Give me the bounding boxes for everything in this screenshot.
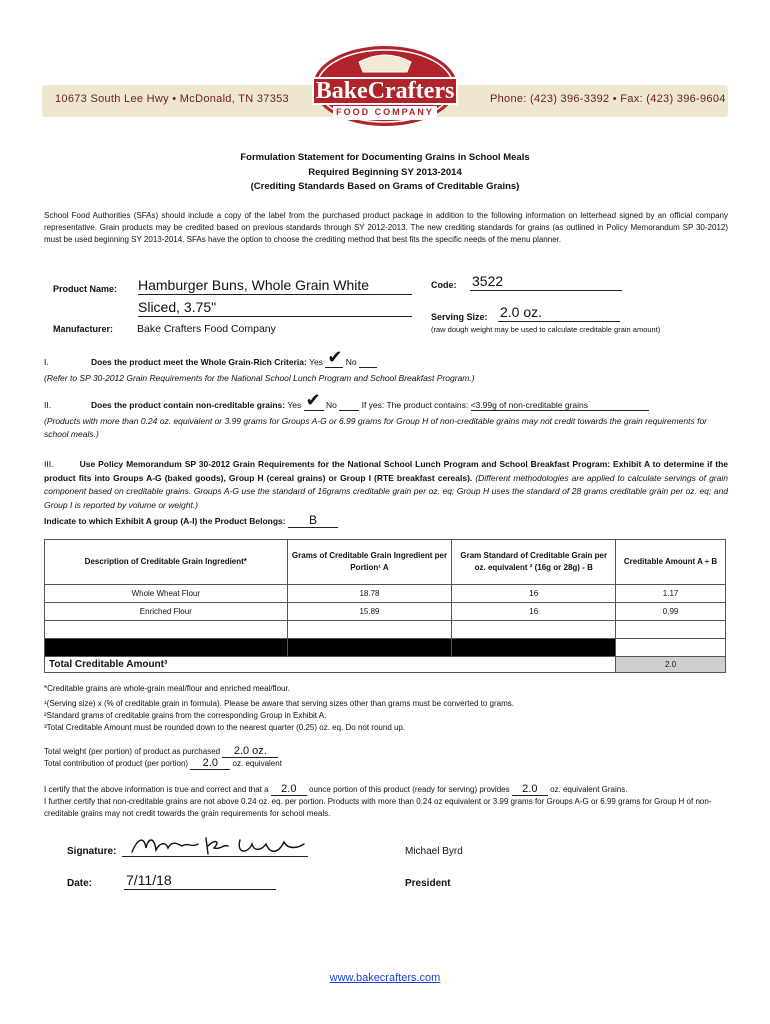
total-contribution-value: 2.0 [190, 757, 230, 770]
table-header-cell: Creditable Amount A ÷ B [616, 540, 726, 585]
section-1-question-row [91, 347, 377, 368]
section-2-no-blank [339, 400, 359, 411]
footnote-star: *Creditable grains are whole-grain meal/flour and enriched meal/flour. [44, 684, 290, 693]
table-cell: 0.99 [616, 603, 726, 621]
signer-name: Michael Byrd [405, 846, 463, 857]
section-1-note: (Refer to SP 30-2012 Grain Requirements for the National School Lunch Program and School Breakfast Program.) [44, 373, 475, 383]
table-header-cell: Grams of Creditable Grain Ingredient per Portion¹ A [287, 540, 452, 585]
table-cell: 16 [452, 585, 616, 603]
manufacturer-label: Manufacturer: [53, 324, 114, 334]
section-1-no-blank [359, 357, 377, 368]
company-address: 10673 South Lee Hwy • McDonald, TN 37353 [55, 93, 289, 105]
table-row [45, 603, 726, 621]
table-row-blackout [45, 639, 726, 657]
manufacturer-value: Bake Crafters Food Company [137, 323, 276, 335]
total-contribution-row [44, 757, 282, 770]
section-3-note: (Different methodologies are applied to calculate servings of grain component based on creditable grains. Groups A-G use the standard of 16grams creditable grain per oz. eq; Group H uses the standard of 28 grams creditable grain per oz. eq; and Group I is reported by volume or weight.) [44, 472, 728, 510]
table-cell: 16 [452, 603, 616, 621]
table-row-empty [45, 621, 726, 639]
table-row [45, 585, 726, 603]
certification-statement [44, 783, 734, 820]
section-1-number: I. [44, 357, 49, 367]
serving-size-value: 2.0 oz. [498, 303, 620, 322]
table-cell [287, 639, 452, 657]
table-cell [45, 621, 288, 639]
table-total-row [45, 657, 726, 673]
section-3-group-label: Indicate to which Exhibit A group (A-I) the Product Belongs: [44, 516, 286, 526]
table-header-cell: Gram Standard of Creditable Grain per oz. equivalent ² (16g or 28g) - B [452, 540, 616, 585]
total-weight-value: 2.0 oz. [222, 745, 278, 758]
total-contribution-unit: oz. equivalent [232, 759, 282, 768]
table-cell [452, 621, 616, 639]
section-3-group-value: B [288, 513, 338, 528]
table-cell: 18.78 [287, 585, 452, 603]
section-2-number: II. [44, 400, 52, 410]
total-contribution-label: Total contribution of product (per portion) [44, 759, 189, 768]
table-cell: 15.89 [287, 603, 452, 621]
title-line-2: Required Beginning SY 2013-2014 [308, 166, 462, 178]
table-header-row [45, 540, 726, 585]
total-creditable-label: Total Creditable Amount³ [45, 657, 616, 673]
section-2-contains-value: <3.99g of non-creditable grains [471, 400, 649, 411]
signer-title: President [405, 878, 451, 889]
table-cell [452, 639, 616, 657]
creditable-grain-table [44, 539, 726, 673]
signature-label: Signature: [67, 846, 117, 857]
section-1-yes-label: Yes [309, 357, 323, 367]
section-1-question: Does the product meet the Whole Grain-Rich Criteria: [91, 357, 307, 367]
code-value: 3522 [470, 272, 622, 291]
section-3-instructions: Use Policy Memorandum SP 30-2012 Grain Requirements for the National School Lunch Program and School Breakfast Program: Exhibit A to determine if the product fits into Groups A-G (baked goods), Group H (cereal grains) or Group I (RTE breakfast cereals). [44, 459, 728, 483]
table-cell [45, 639, 288, 657]
logo-brand-text: BakeCrafters [315, 78, 455, 104]
table-cell [287, 621, 452, 639]
date-label: Date: [67, 878, 93, 889]
section-1-yes-check [325, 347, 343, 368]
intro-paragraph: School Food Authorities (SFAs) should include a copy of the label from the purchased product package in addition to the following information on letterhead signed by an official company representative. Grain products may be credited based on previous standards through SY 2012-2013. The new crediting standards for grains (as outlined in Policy Memorandum SP 30-2012) must be used beginning SY 2013-2014. SFAs have the option to choose the crediting method that best fits the specific needs of the menu planner. [44, 211, 728, 244]
footnote-3: ³Total Creditable Amount must be rounded down to the nearest quarter (0.25) oz. eq. Do not round up. [44, 723, 406, 732]
total-creditable-value: 2.0 [616, 657, 726, 673]
table-cell: 1.17 [616, 585, 726, 603]
logo-sub-text: FOOD COMPANY [336, 107, 434, 117]
section-2-yes-check [304, 390, 324, 411]
section-1-no-label: No [345, 357, 357, 367]
date-value: 7/11/18 [124, 871, 276, 890]
section-2-question: Does the product contain non-creditable grains: [91, 400, 286, 410]
section-3-number: III. [44, 459, 54, 469]
serving-size-note: (raw dough weight may be used to calculate creditable grain amount) [431, 325, 661, 334]
table-cell [616, 639, 726, 657]
certify-portion-value: 2.0 [271, 783, 307, 796]
section-2-if-yes: If yes: The product contains: [361, 400, 469, 410]
serving-size-label: Serving Size: [431, 312, 488, 322]
title-line-1: Formulation Statement for Documenting Grains in School Meals [240, 152, 530, 163]
section-2-note: (Products with more than 0.24 oz. equivalent or 3.99 grams for Groups A-G or 6.99 grams for Group H of non-creditable grains may not credit towards the grain requirements for school meals.) [44, 416, 707, 439]
footnote-2: ²Standard grams of creditable grains from the corresponding Group in Exhibit A. [44, 711, 327, 720]
website-link[interactable]: www.bakecrafters.com [329, 972, 441, 984]
product-name-value-2: Sliced, 3.75" [138, 298, 412, 317]
table-cell: Enriched Flour [45, 603, 288, 621]
footer [0, 972, 770, 984]
total-weight-label: Total weight (per portion) of product as purchased [44, 747, 221, 756]
checkmark-icon: ✔ [305, 390, 321, 410]
table-cell [616, 621, 726, 639]
footnotes [44, 683, 514, 734]
product-name-label: Product Name: [53, 284, 118, 294]
certify-text-4: I further certify that non-creditable grains are not above 0.24 oz. eq. per portion. Products with more than 0.24 oz equivalent or 3.99 grams for Groups A-G or 6.99 grams for Group H of non-creditable grains may not credit towards the grain requirements for school meals. [44, 797, 712, 818]
section-2-yes-label: Yes [287, 400, 302, 410]
certify-text-3: oz. equivalent Grains. [550, 785, 628, 794]
section-2-question-row [91, 390, 649, 411]
certify-text-1: I certify that the above information is true and correct and that a [44, 785, 269, 794]
footnote-1: ¹(Serving size) x (% of creditable grain in formula). Please be aware that serving sizes other than grams must be converted to grams. [44, 699, 514, 708]
company-phone: Phone: (423) 396-3392 • Fax: (423) 396-9604 [490, 93, 726, 105]
certify-equiv-value: 2.0 [512, 783, 548, 796]
signature-image [128, 832, 318, 867]
title-line-3: (Crediting Standards Based on Grams of Creditable Grains) [250, 181, 520, 192]
document-title [0, 151, 770, 195]
table-cell: Whole Wheat Flour [45, 585, 288, 603]
product-name-value: Hamburger Buns, Whole Grain White [138, 276, 412, 295]
section-2-no-label: No [325, 400, 337, 410]
table-header-cell: Description of Creditable Grain Ingredient* [45, 540, 288, 585]
code-label: Code: [431, 280, 457, 290]
certify-text-2: ounce portion of this product (ready for serving) provides [309, 785, 510, 794]
section-3-group-row [44, 513, 338, 528]
section-3-text [44, 458, 728, 512]
checkmark-icon: ✔ [327, 347, 343, 367]
